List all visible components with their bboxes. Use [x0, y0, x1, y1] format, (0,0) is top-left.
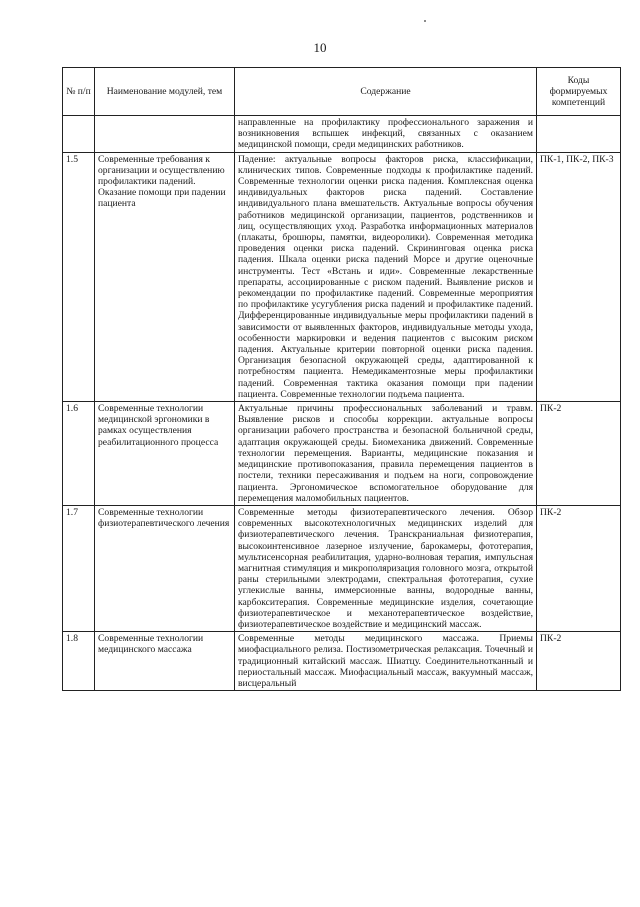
header-module-name: Наименование модулей, тем — [95, 68, 235, 116]
table-row — [63, 402, 621, 506]
table-row — [63, 632, 621, 691]
curriculum-table — [62, 67, 621, 691]
row-num — [63, 116, 95, 153]
row-content: Актуальные причины профессиональных заболеваний и травм. Выявление рисков и способы коррекции. актуальные вопросы организации рабочего пространства и безопасной больничной среды, адаптация окружающей среды. Биомеханика движений. Современные технологии перемещения. Варианты, медицинские показания и медицинские противопоказания, правила перемещения пациентов в постели, техники пересаживания и подъем на ноги, сопровождение пациента. Эргономическое вспомогательное оборудование для перемещения маломобильных пациентов. — [235, 402, 537, 506]
page-number: 10 — [313, 40, 327, 55]
table-row — [63, 116, 621, 153]
row-content: Современные методы медицинского массажа. Приемы миофасциального релиза. Постизометрическая релаксация. Точечный и традиционный китайский массаж. Шиатцу. Соединительнотканный и периостальный массаж. Миофасциальный массаж, вакуумный массаж, висцеральный — [235, 632, 537, 691]
scan-speck — [424, 20, 426, 22]
row-module-name — [95, 116, 235, 153]
header-num: № п/п — [63, 68, 95, 116]
row-module-name: Современные требования к организации и осуществлению профилактики падений. Оказание помощи при падении пациента — [95, 152, 235, 401]
row-codes: ПК-1, ПК-2, ПК-3 — [537, 152, 621, 401]
table-row — [63, 505, 621, 631]
row-codes — [537, 116, 621, 153]
row-num: 1.7 — [63, 505, 95, 631]
row-module-name: Современные технологии медицинского массажа — [95, 632, 235, 691]
row-codes: ПК-2 — [537, 505, 621, 631]
row-num: 1.6 — [63, 402, 95, 506]
row-codes: ПК-2 — [537, 402, 621, 506]
row-module-name: Современные технологии медицинской эргономики в рамках осуществления реабилитационного процесса — [95, 402, 235, 506]
row-num: 1.5 — [63, 152, 95, 401]
table-row — [63, 152, 621, 401]
table-header-row — [63, 68, 621, 116]
row-content: направленные на профилактику профессионального заражения и возникновения вспышек инфекций, связанных с оказанием медицинской помощи, среди медицинских работников. — [235, 116, 537, 153]
row-content: Современные методы физиотерапевтического лечения. Обзор современных высокотехнологичных медицинских изделий для физиотерапевтического лечения. Транскраниальная физиотерапия, высокоинтенсивное лазерное излучение, барокамеры, фототерапия, мультисенсорная реабилитация, ударно-волновая терапия, импульсная магнитная стимуляция и микрополяризация головного мозга, открытой раны стерильными электродами, спектральная фототерапия, сухие углекислые ванны, иммерсионные ванны, водородные ванны, карбокситерапия. Современные медицинские изделия, сочетающие физиотерапевтическое и механотерапевтическое воздействие, физиотерапевтическое воздействие и медицинский массаж. — [235, 505, 537, 631]
header-content: Содержание — [235, 68, 537, 116]
row-codes: ПК-2 — [537, 632, 621, 691]
header-competency-codes: Коды формируемых компетенций — [537, 68, 621, 116]
row-module-name: Современные технологии физиотерапевтического лечения — [95, 505, 235, 631]
row-content: Падение: актуальные вопросы факторов риска, классификации, клинических типов. Современные подходы к профилактике падений. Современные технологии оценки риска падения. Комплексная оценка индивидуальных факторов риска падений. Составление индивидуального плана вмешательств. Актуальные вопросы обучения работников медицинской организации, пациентов, родственников и лиц, осуществляющих уход. Разработка информационных материалов (плакаты, брошюры, памятки, видеоролики). Современная методика проведения оценки риска падений. Скрининговая оценка риска падения. Шкала оценки риска падений Морсе и другие оценочные инструменты. Тест «Встань и иди». Современные лекарственные препараты, ассоциированные с риском падений. Выявление рисков и рекомендации по профилактике падений. Современные мероприятия по профилактике усугубления риска падений и профилактике падений. Дифференцированные индивидуальные меры профилактики падений в зависимости от выявленных факторов, индивидуальные методы ухода, особенности маркировки и ведения пациентов с высоким риском падения. Актуальные критерии повторной оценки риска падения. Организация безопасной окружающей среды, адаптированной к потребностям пациента. Немедикаментозные меры профилактики падений. Современная тактика оказания помощи при падении пациента. Современные технологии подъема пациента. — [235, 152, 537, 401]
row-num: 1.8 — [63, 632, 95, 691]
